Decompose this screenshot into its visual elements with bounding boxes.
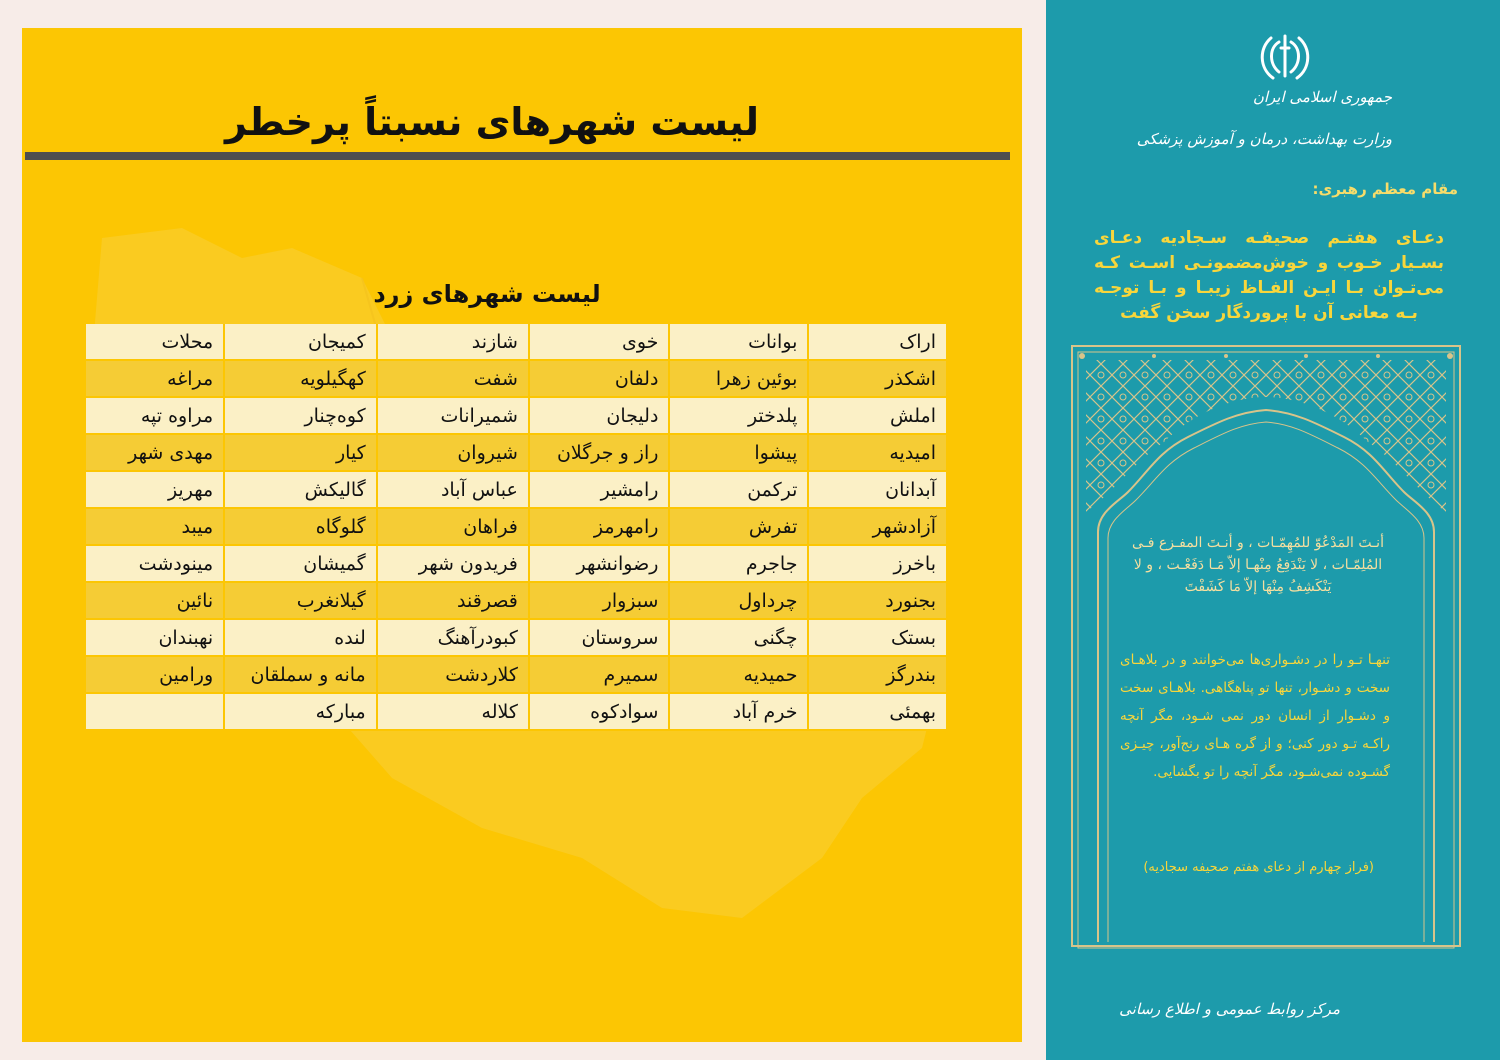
city-cell: نائین [86, 582, 224, 619]
sidebar-panel [1046, 0, 1500, 1060]
city-cell: امیدیه [808, 434, 947, 471]
leader-label: مقام معظم رهبری: [1312, 180, 1458, 198]
prayer-translation: تنهـا تـو را در دشـواری‌ها می‌خوانند و در بلاهـای سخت و دشـوار، تنها تو پناهگاهی. بلاهـای سخت و دشـوار از انسان دور نمی شـود، مگر آنچه راکـه تـو دور کنی؛ و از گره هـای رنج‌آور، چیـزی گشـوده نمی‌شـود، مگر آنچه را تو بگشایی. [1120, 652, 1390, 780]
city-cell: رامهرمز [529, 508, 670, 545]
city-cell: راز و جرگلان [529, 434, 670, 471]
city-cell: شازند [377, 324, 529, 360]
city-cell: دلیجان [529, 397, 670, 434]
city-cell: سوادکوه [529, 693, 670, 730]
ministry-name: وزارت بهداشت، درمان و آموزش پزشکی [1136, 130, 1392, 148]
city-cell: فریدون شهر [377, 545, 529, 582]
city-cell: مراوه تپه [86, 397, 224, 434]
city-cell: محلات [86, 324, 224, 360]
table-row [86, 582, 947, 619]
city-cell: کبودرآهنگ [377, 619, 529, 656]
table-row [86, 397, 947, 434]
leader-quote: دعـای هفتـم صحیفـه سـجادیه دعـای بسـیار خـوب و خوش‌مضمونـی اسـت کـه می‌تـوان بـا ایـن الفـاظ زیبـا و بـا توجـه بـه معانی آن با پروردگار سخن گفت [1094, 228, 1444, 323]
city-cell: ورامین [86, 656, 224, 693]
city-cell: گلوگاه [224, 508, 377, 545]
city-cell: بوئین زهرا [669, 360, 808, 397]
city-cell: فراهان [377, 508, 529, 545]
city-cell [86, 693, 224, 730]
city-cell: خرم آباد [669, 693, 808, 730]
table-title-text: لیست شهرهای زرد [373, 280, 601, 308]
city-cell: بستک [808, 619, 947, 656]
city-cell: چگنی [669, 619, 808, 656]
table-row [86, 360, 947, 397]
page-title [22, 100, 1022, 144]
city-cell: کهگیلویه [224, 360, 377, 397]
table-row [86, 619, 947, 656]
city-cell: میبد [86, 508, 224, 545]
city-cell: بهمئی [808, 693, 947, 730]
title-divider [25, 152, 1010, 160]
iran-emblem-icon [1259, 32, 1311, 82]
city-cell: سروستان [529, 619, 670, 656]
table-row [86, 324, 947, 360]
table-row [86, 656, 947, 693]
table-row [86, 471, 947, 508]
city-cell: گمیشان [224, 545, 377, 582]
city-cell: رامشیر [529, 471, 670, 508]
page-title-text: لیست شهرهای نسبتاً پرخطر [224, 100, 760, 144]
city-cell: قصرقند [377, 582, 529, 619]
city-cell: دلفان [529, 360, 670, 397]
city-table-body [86, 324, 947, 730]
city-cell: تفرش [669, 508, 808, 545]
city-cell: کوه‌چنار [224, 397, 377, 434]
city-cell: مهدی شهر [86, 434, 224, 471]
footer-org-name: مرکز روابط عمومی و اطلاع رسانی [1119, 1000, 1340, 1018]
city-cell: آبدانان [808, 471, 947, 508]
table-row [86, 508, 947, 545]
city-cell: پلدختر [669, 397, 808, 434]
city-cell: شفت [377, 360, 529, 397]
city-cell: شیروان [377, 434, 529, 471]
city-cell: سبزوار [529, 582, 670, 619]
arabic-prayer: أنـتَ المَدْعُوّ للمُهِمّـات ، و أنـتَ المفـزع فـی المُلِمّـات ، لا یَنْدَفِعُ مِنْهـا إلاّ مَـا دَفَعْـت ، و لا یَنْكَشِفُ مِنْهَا إلاّ مَا كَشَفْتَ [1132, 535, 1384, 595]
gov-name: جمهوری اسلامی ایران [1252, 88, 1392, 106]
city-cell: مانه و سملقان [224, 656, 377, 693]
city-cell: مبارکه [224, 693, 377, 730]
city-cell: رضوانشهر [529, 545, 670, 582]
city-cell: بوانات [669, 324, 808, 360]
city-cell: املش [808, 397, 947, 434]
table-row [86, 545, 947, 582]
city-cell: کیار [224, 434, 377, 471]
city-cell: عباس آباد [377, 471, 529, 508]
city-cell: بجنورد [808, 582, 947, 619]
city-cell: آزادشهر [808, 508, 947, 545]
city-cell: چرداول [669, 582, 808, 619]
city-cell: مراغه [86, 360, 224, 397]
main-panel [22, 28, 1022, 1042]
city-cell: کلاله [377, 693, 529, 730]
city-cell: گیلانغرب [224, 582, 377, 619]
city-cell: نهبندان [86, 619, 224, 656]
city-cell: مینودشت [86, 545, 224, 582]
city-cell: باخرز [808, 545, 947, 582]
prayer-source: (فراز چهارم از دعای هفتم صحیفه سجادیه) [1143, 860, 1374, 875]
city-cell: جاجرم [669, 545, 808, 582]
city-cell: اشکذر [808, 360, 947, 397]
city-cell: گالیکش [224, 471, 377, 508]
city-cell: اراک [808, 324, 947, 360]
city-cell: کلاردشت [377, 656, 529, 693]
city-table [86, 324, 948, 731]
city-cell: سمیرم [529, 656, 670, 693]
table-row [86, 693, 947, 730]
city-cell: بندرگز [808, 656, 947, 693]
table-title [22, 280, 1022, 308]
city-cell: لنده [224, 619, 377, 656]
city-cell: ترکمن [669, 471, 808, 508]
table-row [86, 434, 947, 471]
city-cell: شمیرانات [377, 397, 529, 434]
city-cell: حمیدیه [669, 656, 808, 693]
city-cell: پیشوا [669, 434, 808, 471]
city-cell: خوی [529, 324, 670, 360]
city-cell: مهریز [86, 471, 224, 508]
city-cell: کمیجان [224, 324, 377, 360]
